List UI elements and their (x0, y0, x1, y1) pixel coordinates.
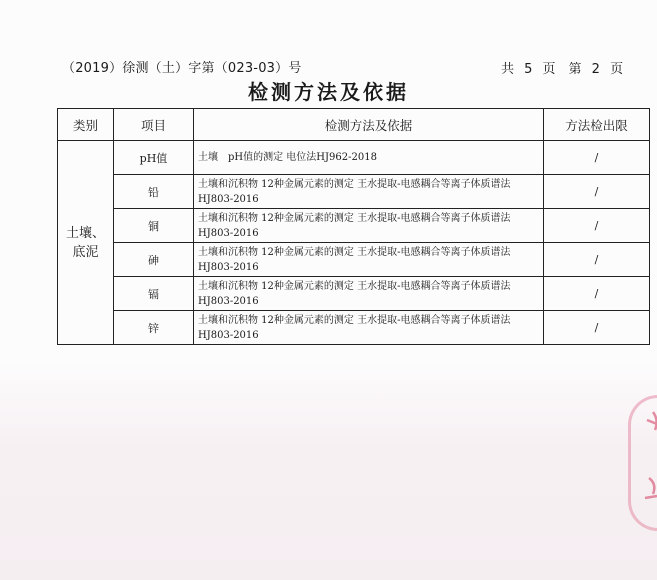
method-cell: 土壤和沉积物 12种金属元素的测定 王水提取-电感耦合等离子体质谱法 HJ803-2016 (194, 311, 544, 345)
method-cell: 土壤和沉积物 12种金属元素的测定 王水提取-电感耦合等离子体质谱法 HJ803-2016 (194, 175, 544, 209)
page-title: 检测方法及依据 (248, 80, 409, 104)
limit-cell: / (544, 277, 650, 311)
category-cell (58, 141, 114, 345)
item-cell: 砷 (114, 243, 194, 277)
category-label-line2: 底泥 (72, 244, 99, 260)
document-number: （2019）徐测（土）字第（023-03）号 (62, 61, 302, 76)
method-cell: 土壤 pH值的测定 电位法HJ962-2018 (194, 141, 544, 175)
item-cell: pH值 (114, 141, 194, 175)
seal-marks-icon (635, 398, 657, 528)
table-header-row (58, 109, 650, 141)
limit-cell: / (544, 243, 650, 277)
limit-cell: / (544, 175, 650, 209)
method-cell: 土壤和沉积物 12种金属元素的测定 王水提取-电感耦合等离子体质谱法 HJ803-2016 (194, 277, 544, 311)
table-row (58, 277, 650, 311)
limit-cell: / (544, 209, 650, 243)
paper-background-tint (0, 360, 657, 580)
column-header-item: 项目 (114, 109, 194, 141)
table-row (58, 175, 650, 209)
column-header-method: 检测方法及依据 (194, 109, 544, 141)
method-cell: 土壤和沉积物 12种金属元素的测定 王水提取-电感耦合等离子体质谱法 HJ803-2016 (194, 243, 544, 277)
red-seal-stamp (628, 395, 657, 531)
methods-table (57, 108, 650, 345)
item-cell: 铅 (114, 175, 194, 209)
item-cell: 镉 (114, 277, 194, 311)
table-row (58, 311, 650, 345)
category-label-line1: 土壤、 (65, 225, 105, 241)
page-count: 共 5 页 第 2 页 (501, 62, 624, 77)
item-cell: 锌 (114, 311, 194, 345)
limit-cell: / (544, 311, 650, 345)
method-cell: 土壤和沉积物 12种金属元素的测定 王水提取-电感耦合等离子体质谱法 HJ803-2016 (194, 209, 544, 243)
table-row (58, 141, 650, 175)
column-header-category: 类别 (58, 109, 114, 141)
table-row (58, 243, 650, 277)
table-row (58, 209, 650, 243)
item-cell: 铜 (114, 209, 194, 243)
column-header-limit: 方法检出限 (544, 109, 650, 141)
limit-cell: / (544, 141, 650, 175)
